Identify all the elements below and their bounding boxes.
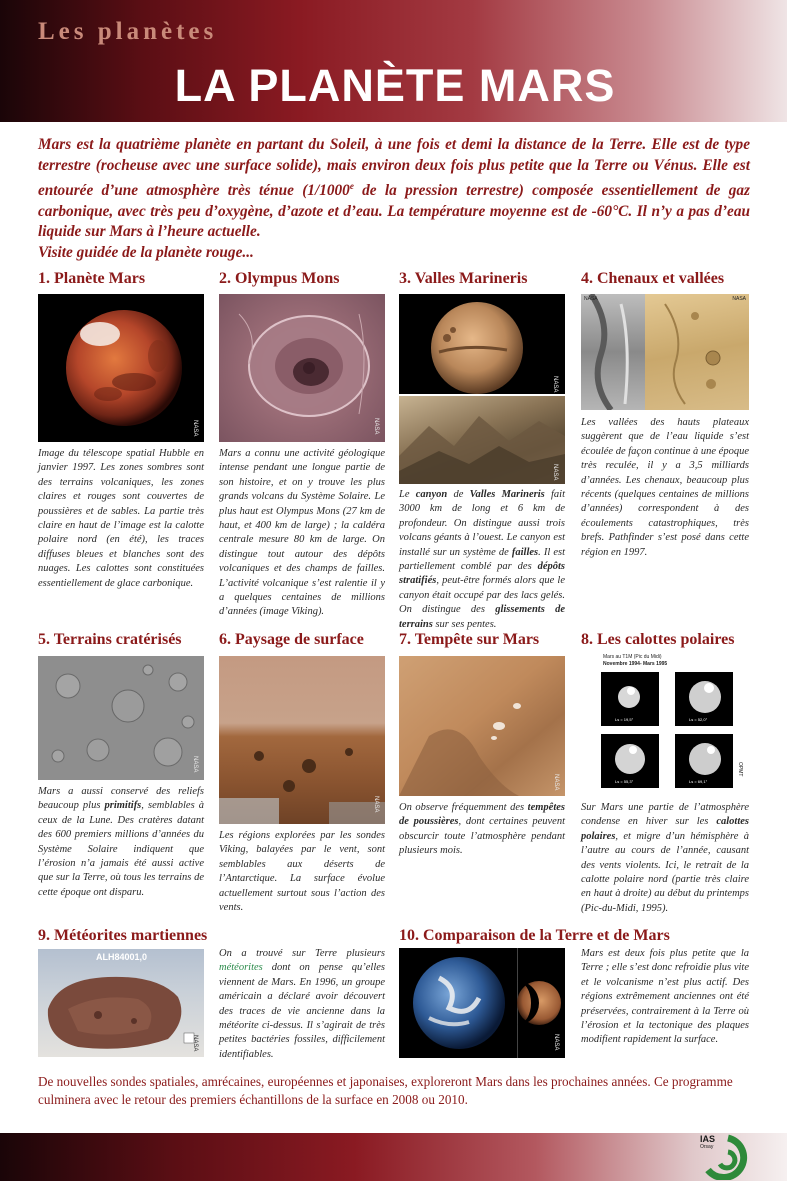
section-3-caption — [399, 488, 565, 632]
credit-s2: NASA — [373, 418, 379, 435]
polar-label-3: Ls = 55,3° — [615, 779, 634, 784]
s5-cap-a: Mars a aussi conservé des reliefs beaucoup plus — [38, 786, 204, 812]
polar-label-2: Ls = 52,0° — [689, 717, 708, 722]
ias-logo — [698, 1130, 750, 1180]
s3-cap-i: , peut-être formés alors que le canyon était occupé par des lacs gelés. On distingue des — [399, 575, 565, 616]
polar-cap-frame-2 — [675, 672, 733, 726]
credit-s3-bottom: NASA — [552, 464, 558, 481]
s3-cap-d: Valles Marineris — [469, 489, 545, 500]
ias-logo-text: IAS — [700, 1134, 716, 1144]
intro-last-line: Visite guidée de la planète rouge... — [38, 243, 254, 261]
ias-logo-subtext: Orsay — [700, 1144, 714, 1150]
valleys-tan-image — [645, 294, 749, 410]
s9-cap-b: météorites — [219, 962, 263, 974]
valles-marineris-globe-image — [399, 294, 565, 394]
polar-label-1: Ls = 19,5° — [615, 717, 634, 722]
polar-caps-image — [581, 652, 749, 796]
section-5-caption — [38, 785, 204, 900]
footer-text: De nouvelles sondes spatiales, amrécaines, européennes et japonaises, exploreront Mars dans les prochaines années. Ce programme culminera avec le retour des premiers échantillons de la surface en 2008 ou 2010. — [38, 1074, 733, 1107]
s7-cap-b: tempêtes de poussières — [399, 802, 565, 828]
s3-cap-b: canyon — [415, 489, 448, 500]
s7-cap-c: , dont certaines peuvent obscurcir toute l’atmosphère pendant plusieurs mois. — [399, 816, 565, 857]
section-9-caption — [219, 947, 385, 1062]
polar-caps-header-1: Mars au T1M (Pic du Midi) — [603, 654, 662, 660]
s3-cap-g: . Il est partiellement comblé par des — [399, 546, 566, 573]
section-7-caption — [399, 801, 565, 859]
polar-cap-frame-3 — [601, 734, 659, 788]
mars-hubble-image — [38, 294, 204, 442]
s8-cap-a: Sur Mars une partie de l’atmosphère condense en hiver sur les — [581, 802, 749, 828]
credit-s6: NASA — [373, 796, 379, 813]
section-8-caption — [581, 801, 749, 916]
polar-caps-header-2: Novembre 1994- Mars 1995 — [603, 661, 668, 667]
channels-gray-image — [581, 294, 645, 410]
section-10-title: 10. Comparaison de la Terre et de Mars — [399, 927, 670, 944]
section-8-title: 8. Les calottes polaires — [581, 631, 735, 648]
meteorite-image — [38, 949, 204, 1057]
earth-mars-comparison-image — [399, 948, 565, 1058]
section-2-title: 2. Olympus Mons — [219, 270, 340, 287]
s3-cap-c: de — [447, 489, 470, 500]
section-7-title: 7. Tempête sur Mars — [399, 631, 540, 648]
intro-text-2: de la pression terrestre) composée essentiellement de gaz carbonique, avec très peu d’oxygène, d’azote et d’eau. La température moyenne est de -60°C. Il n’y a pas d’eau liquide sur Mars à l’heure actuelle. — [38, 182, 750, 241]
section-1-title: 1. Planète Mars — [38, 270, 146, 287]
s9-cap-a: On a trouvé sur Terre plusieurs — [219, 948, 385, 959]
section-10-caption: Mars est deux fois plus petite que la Terre ; elle s’est donc refroidie plus vite et le volcanisme n’est plus actif. Des régions extrêmement anciennes ont été préservées, contrairement à la Terre où l’érosion et la tectonique des plaques modifient rapidement la surface. — [581, 948, 749, 1046]
s8-cap-b: calottes polaires — [581, 816, 749, 842]
cratered-terrain-image — [38, 656, 204, 780]
header-banner — [0, 0, 787, 122]
credit-s8: OPMT — [737, 762, 743, 777]
s5-cap-b: primitifs — [104, 800, 142, 812]
olympus-mons-image — [219, 294, 385, 442]
s3-cap-e: fait 3000 km de long et 6 km de profondeur. On distingue aussi trois volcans géants à l’ouest. Le canyon est installé sur un système de — [399, 489, 565, 558]
s7-cap-a: On observe fréquemment des — [399, 802, 528, 813]
polar-cap-frame-1 — [601, 672, 659, 726]
series-title: Les planètes — [38, 18, 218, 45]
intro-text-1: Mars est la quatrième planète en partant du Soleil, à une fois et demi la distance de la Terre. Elle est de type terrestre (rocheuse avec une surface solide), mais environ deux fois plus petite que la Terre ou Vénus. Elle est entourée d’une atmosphère très ténue (1/1000 — [38, 136, 750, 200]
credit-s9: NASA — [192, 1035, 198, 1052]
surface-landscape-image — [219, 656, 385, 824]
section-5-title: 5. Terrains cratérisés — [38, 631, 182, 648]
s5-cap-c: , semblables à ceux de la Lune. Des cratères datant des 600 premiers millions d’années du Système Solaire indiquent que l’érosion n’a jamais été aussi active que sur la Terre, où tous les terrains de cette époque ont disparu. — [38, 800, 204, 898]
s8-cap-c: , et migre d’un hémisphère à l’autre au cours de l’année, causant des vents violents. Ici, le retrait de la calotte polaire nord (partie très claire en haut à droite) au début du printemps (Pic-du-Midi, 1995). — [581, 830, 749, 914]
section-4-caption: Les vallées des hauts plateaux suggèrent que de l’eau liquide s’est écoulée de façon continue à une époque très reculée, il y a 3,5 milliards d’années. Les chenaux, beaucoup plus récents (quelques centaines de millions d’années) correspondent à des écoulements catastrophiques, très brefs. Pathfinder s’est posé dans cette région en 1997. — [581, 417, 749, 558]
section-4-title: 4. Chenaux et vallées — [581, 270, 725, 287]
valles-marineris-relief-image — [399, 396, 565, 484]
credit-s4-right: NASA — [732, 296, 746, 302]
s9-cap-c: dont on pense qu’elles viennent de Mars. En 1996, un groupe américain a déclaré avoir découvert des traces de vie ancienne dans la météorite ci-dessus. Il s’agirait de très petites bactéries fossiles, difficilement identifiables. — [219, 962, 385, 1060]
section-9-title: 9. Météorites martiennes — [38, 927, 208, 944]
section-1-caption: Image du télescope spatial Hubble en janvier 1997. Les zones sombres sont des terrains volcaniques, les zones claires et rouges sont couvertes de poussières et de sables. La partie très claire en haut de l’image est la calotte polaire nord (en été), les traces diffuses bleues et blanches sont des nuages. Les calottes sont constituées essentiellement de glace carbonique. — [38, 448, 204, 589]
credit-s7: NASA — [553, 774, 559, 791]
section-6-caption: Les régions explorées par les sondes Viking, balayées par le vent, sont semblables aux déserts de l’Antarctique. La surface évolue actuellement surtout sous l’action des vents. — [219, 830, 385, 914]
section-3-title: 3. Valles Marineris — [399, 270, 528, 287]
credit-s10: NASA — [553, 1034, 559, 1051]
s3-cap-j: glissements de terrains — [399, 604, 566, 630]
footer-banner — [0, 1133, 787, 1181]
s3-cap-f: failles — [511, 546, 539, 558]
intro-superscript: e — [349, 181, 354, 191]
dust-storm-image — [399, 656, 565, 796]
meteorite-label: ALH84001,0 — [96, 952, 148, 962]
page-title: LA PLANÈTE MARS — [174, 60, 616, 111]
polar-cap-frame-4 — [675, 734, 733, 788]
credit-s1: NASA — [192, 420, 198, 437]
credit-s5: NASA — [192, 756, 198, 773]
s3-cap-k: sur ses pentes. — [432, 618, 497, 630]
s3-cap-h: dépôts stratifiés — [399, 561, 565, 587]
section-2-caption: Mars a connu une activité géologique intense pendant une longue partie de son histoire, et on y trouve les plus grands volcans du Système Solaire. Le plus haut est Olympus Mons (27 km de haut, et 400 km de large) ; la caldéra centrale mesure 80 km de large. On distingue tout autour des dépôts volcaniques et des champs de failles. L’activité volcanique s’est ralentie il y a quelques centaines de millions d’années (image Viking). — [219, 448, 385, 618]
section-6-title: 6. Paysage de surface — [219, 631, 364, 648]
credit-s4-left: NASA — [584, 296, 598, 302]
polar-label-4: Ls = 69,1° — [689, 779, 708, 784]
intro-paragraph — [38, 135, 750, 263]
credit-s3-top: NASA — [552, 376, 558, 393]
s3-cap-a: Le — [399, 489, 416, 500]
